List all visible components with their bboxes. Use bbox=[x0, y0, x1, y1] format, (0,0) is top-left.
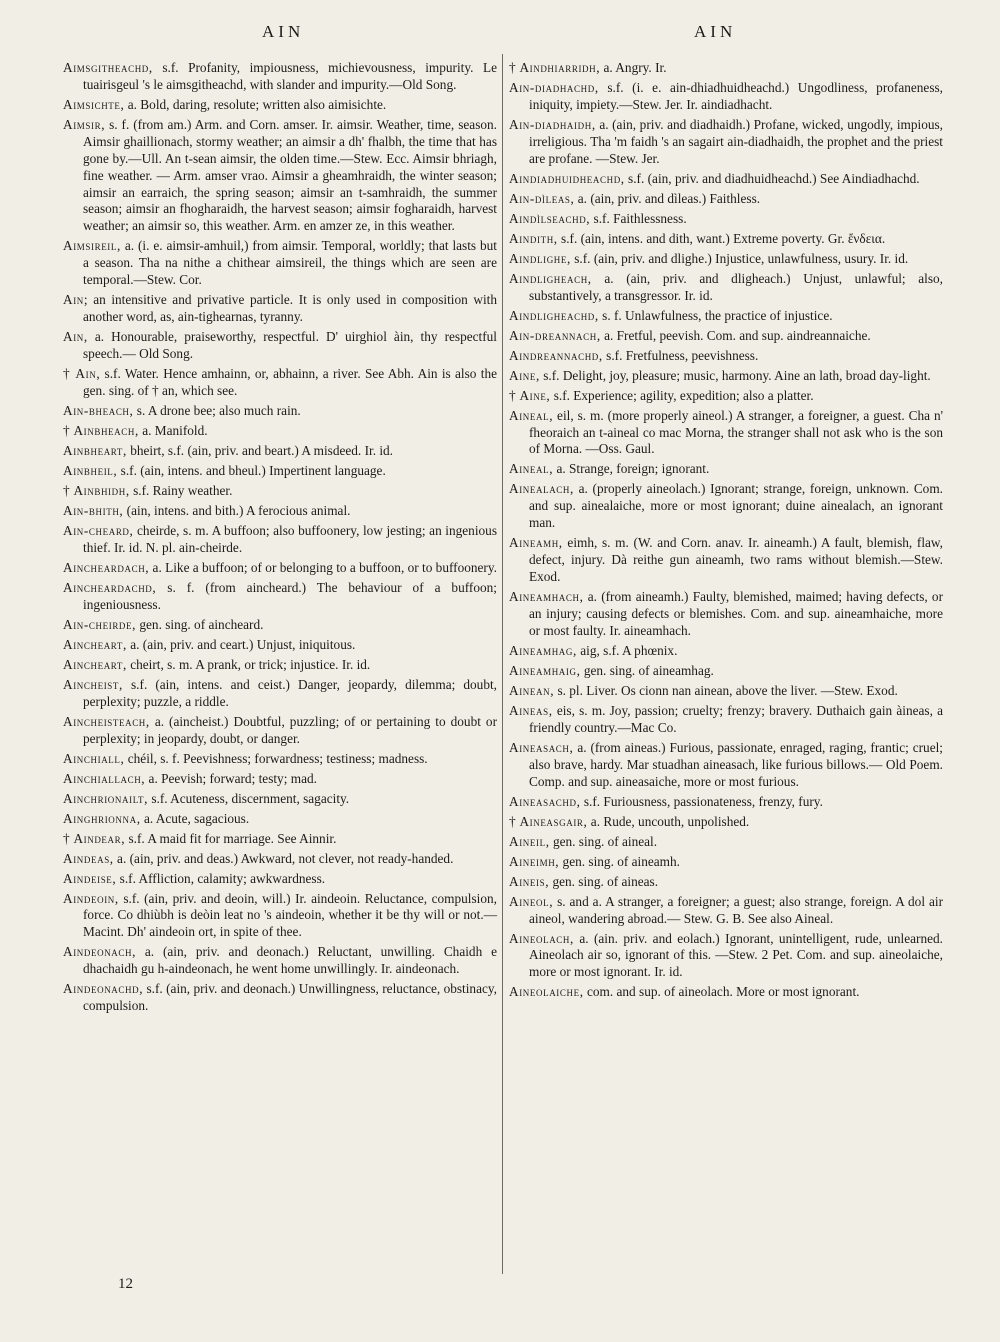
entry-definition: a. (ain, priv. and ceart.) Unjust, iniquitous. bbox=[126, 636, 356, 652]
dictionary-entry bbox=[509, 834, 943, 851]
entry-definition: chéil, s. f. Peevishness; forwardness; testiness; madness. bbox=[124, 750, 428, 766]
dictionary-entry bbox=[63, 483, 497, 500]
dictionary-entry bbox=[63, 771, 497, 788]
entry-headword: Ainealach, bbox=[509, 481, 574, 497]
running-head-right: AIN bbox=[694, 22, 737, 41]
entry-headword: Aindeas, bbox=[63, 850, 114, 866]
entry-headword: † Aine, bbox=[509, 387, 551, 403]
entry-headword: Aincheart, bbox=[63, 656, 127, 672]
entry-definition: gen. sing. of aincheard. bbox=[136, 616, 264, 632]
entry-headword: Aincheart, bbox=[63, 636, 127, 652]
entry-definition: bheirt, s.f. (ain, priv. and beart.) A misdeed. Ir. id. bbox=[126, 442, 394, 458]
entry-definition: s.f. A maid fit for marriage. See Ainnir. bbox=[125, 830, 337, 846]
entry-definition: s.f. Affliction, calamity; awkwardness. bbox=[116, 870, 326, 886]
entry-headword: Ainbheil, bbox=[63, 462, 118, 478]
entry-headword: Ainchiall, bbox=[63, 750, 125, 766]
entry-definition: a. (from aineamh.) Faulty, blemished, maimed; having defects, or an injury; causing defects or blemishes. Com. and sup. aineamhaiche, more or most faulty. Ir. aineamhach. bbox=[529, 589, 943, 638]
dictionary-entry bbox=[63, 677, 497, 711]
entry-headword: † Ain, bbox=[63, 365, 101, 381]
entry-definition: s.f. Fretfulness, peevishness. bbox=[602, 347, 759, 363]
entry-definition: a. Like a buffoon; of or belonging to a buffoon, or to buffoonery. bbox=[149, 559, 497, 575]
entry-headword: Aineal, bbox=[509, 407, 554, 423]
dictionary-entry bbox=[509, 60, 943, 77]
entry-headword: Aineil, bbox=[509, 833, 550, 849]
entry-headword: Ain-cheirde, bbox=[63, 616, 137, 632]
dictionary-entry bbox=[63, 791, 497, 808]
column-divider bbox=[502, 54, 503, 1274]
entry-headword: Aineolaiche, bbox=[509, 984, 584, 1000]
entry-headword: Aindreannachd, bbox=[509, 347, 603, 363]
entry-definition: com. and sup. of aineolach. More or most ignorant. bbox=[583, 984, 860, 1000]
entry-headword: Aindeonachd, bbox=[63, 981, 144, 997]
entry-headword: Aindeonach, bbox=[63, 944, 137, 960]
dictionary-entry bbox=[509, 854, 943, 871]
dictionary-entry bbox=[63, 60, 497, 94]
entry-headword: † Aineasgair, bbox=[509, 813, 588, 829]
dictionary-entry bbox=[509, 251, 943, 268]
entry-definition: s.f. Faithlessness. bbox=[590, 210, 687, 226]
dictionary-entry bbox=[63, 811, 497, 828]
entry-headword: Aineimh, bbox=[509, 853, 560, 869]
entry-headword: Aindligheachd, bbox=[509, 307, 599, 323]
dictionary-entry bbox=[63, 443, 497, 460]
entry-headword: Aincheisteach, bbox=[63, 713, 150, 729]
entry-definition: s.f. (ain, priv. and deoin, will.) Ir. aindeoin. Reluctance, compulsion, force. Co dhiùbh is deòin leat no 's aindeoin, whether it be thy will or not.—Macint. Dh' aindeoin ort, in spite of thee. bbox=[83, 890, 497, 940]
dictionary-entry bbox=[509, 461, 943, 478]
entry-headword: † Aindhiarridh, bbox=[509, 60, 601, 75]
dictionary-entry bbox=[509, 814, 943, 831]
entry-headword: Ain-dreannach, bbox=[509, 327, 601, 343]
dictionary-entry bbox=[509, 703, 943, 737]
entry-definition: s.f. (i. e. ain-dhiadhuidheachd.) Ungodliness, profaneness, iniquity, impiety.—Stew. Jer. Ir. aindiadhacht. bbox=[529, 80, 943, 112]
entry-headword: Ainchrionailt, bbox=[63, 790, 148, 806]
dictionary-entry bbox=[509, 328, 943, 345]
entry-headword: Aindith, bbox=[509, 230, 558, 246]
entry-definition: a. (properly aineolach.) Ignorant; strange, foreign, unknown. Com. and sup. ainealaiche, more or most ignorant; duine ainealach, an ignorant man. bbox=[529, 481, 943, 531]
dictionary-entry bbox=[63, 617, 497, 634]
dictionary-entry bbox=[509, 211, 943, 228]
entry-definition: s.f. (ain, intens. and ceist.) Danger, jeopardy, dilemma; doubt, perplexity; puzzle, a riddle. bbox=[83, 676, 497, 709]
dictionary-entry bbox=[63, 403, 497, 420]
entry-definition: a. (ain, priv. and diadhaidh.) Profane, wicked, ungodly, impious, irreligious. Tha 'm faidh 's an sagairt ain-diadhaidh, the prophet and the priest are profane. —Stew. Jer. bbox=[529, 116, 943, 166]
dictionary-entry bbox=[63, 637, 497, 654]
entry-headword: Aimsireil, bbox=[63, 238, 121, 254]
entry-definition: a. Rude, uncouth, unpolished. bbox=[587, 813, 750, 829]
dictionary-entry bbox=[509, 643, 943, 660]
entry-definition: a. Manifold. bbox=[138, 422, 208, 438]
entry-headword: Ain-dìleas, bbox=[509, 190, 575, 206]
dictionary-entry bbox=[63, 560, 497, 577]
entry-definition: a. (ain. priv. and eolach.) Ignorant, unintelligent, rude, unlearned. Aineolach air so, ignorant of this. —Stew. 2 Pet. Com. and sup. aineolaiche, more or most ignorant. Ir. id. bbox=[529, 930, 943, 980]
entry-headword: Aineamh, bbox=[509, 535, 563, 551]
entry-headword: Aineasach, bbox=[509, 739, 574, 755]
entry-headword: Aine, bbox=[509, 367, 540, 383]
entry-definition: cheirt, s. m. A prank, or trick; injustice. Ir. id. bbox=[126, 656, 371, 672]
dictionary-entry bbox=[509, 535, 943, 586]
dictionary-entry bbox=[509, 931, 943, 982]
entry-definition: s. f. (from am.) Arm. and Corn. amser. Ir. aimsir. Weather, time, season. Aimsir ghaillionach, stormy weather; an aimsir a dh' fhalbh, the time that has gone by.—Ull. An t-sean aimsir, the olden time.—Stew. Ecc. Aimsir bhriagh, fine weather. — Arm. amser vrao. Aimsir a gheamhraidh, the winter season; aimsir an earraich, the spring season; aimsir an t-samhraidh, the summer season; aimsir an fhogharaidh, the harvest season; aimsir fogharaidh, harvest weather; an aimsir so, this weather. Arm. en amzer ze, in this weather. bbox=[83, 116, 497, 234]
entry-definition: gen. sing. of aineas. bbox=[549, 873, 659, 889]
entry-definition: a. Strange, foreign; ignorant. bbox=[553, 461, 710, 477]
dictionary-entry bbox=[509, 481, 943, 532]
dictionary-entry bbox=[509, 368, 943, 385]
entry-definition: s.f. Profanity, impiousness, michievousness, impurity. Le tuairisgeul 's le aimsgitheachd, with slander and impurity.—Old Song. bbox=[83, 60, 497, 92]
entry-definition: s.f. (ain, priv. and diadhuidheachd.) See Aindiadhachd. bbox=[624, 170, 920, 186]
dictionary-entry bbox=[509, 663, 943, 680]
dictionary-entry bbox=[509, 874, 943, 891]
entry-definition: s. f. Unlawfulness, the practice of injustice. bbox=[598, 307, 833, 323]
entry-headword: Ain-bhith, bbox=[63, 502, 124, 518]
entry-definition: aig, s.f. A phœnix. bbox=[576, 642, 678, 658]
entry-headword: Aineis, bbox=[509, 873, 550, 889]
entry-definition: a. Fretful, peevish. Com. and sup. aindreannaiche. bbox=[600, 327, 871, 343]
entry-definition: s. and a. A stranger, a foreigner; a guest; also strange, foreign. A dol air aineol, wandering abroad.— Stew. G. B. See also Aineal. bbox=[529, 893, 943, 926]
dictionary-entry bbox=[509, 117, 943, 168]
entry-definition: a. (ain, priv. and deonach.) Reluctant, unwilling. Chaidh e dhachaidh gu h-aindeonach, he went home unwillingly. Ir. aindeonach. bbox=[83, 944, 497, 977]
dictionary-entry bbox=[63, 423, 497, 440]
entry-headword: Ain-diadhachd, bbox=[509, 80, 599, 95]
entry-definition: a. Honourable, praiseworthy, respectful. D' uirghiol àin, thy respectful speech.— Old Song. bbox=[83, 329, 497, 361]
dictionary-entry bbox=[509, 984, 943, 1001]
entry-headword: Ain, bbox=[63, 329, 88, 345]
dictionary-entry bbox=[509, 80, 943, 114]
dictionary-entry bbox=[63, 981, 497, 1015]
right-column bbox=[509, 60, 943, 1004]
dictionary-entry bbox=[509, 171, 943, 188]
entry-definition: gen. sing. of aineamh. bbox=[559, 853, 680, 869]
page-number: 12 bbox=[118, 1276, 133, 1292]
dictionary-entry bbox=[63, 503, 497, 520]
entry-definition: s.f. (ain, priv. and deonach.) Unwillingness, reluctance, obstinacy, compulsion. bbox=[83, 981, 497, 1014]
dictionary-entry bbox=[509, 683, 943, 700]
dictionary-entry bbox=[63, 751, 497, 768]
dictionary-entry bbox=[509, 191, 943, 208]
dictionary-entry bbox=[63, 891, 497, 942]
entry-headword: Aineal, bbox=[509, 461, 554, 477]
entry-definition: s. f. (from aincheard.) The behaviour of a buffoon; ingeniousness. bbox=[83, 579, 497, 612]
entry-definition: (ain, intens. and bith.) A ferocious animal. bbox=[123, 502, 351, 518]
entry-headword: † Ainbheach, bbox=[63, 422, 139, 438]
dictionary-entry bbox=[509, 231, 943, 248]
entry-definition: a. Angry. Ir. bbox=[600, 60, 667, 75]
dictionary-entry bbox=[63, 292, 497, 326]
entry-definition: a. Bold, daring, resolute; written also aimisichte. bbox=[124, 96, 387, 112]
dictionary-entry bbox=[509, 894, 943, 928]
entry-headword: Aineasachd, bbox=[509, 793, 581, 809]
entry-definition: s.f. (ain, priv. and dlighe.) Injustice, unlawfulness, usury. Ir. id. bbox=[570, 250, 909, 266]
entry-definition: eimh, s. m. (W. and Corn. anav. Ir. aineamh.) A fault, blemish, flaw, defect, injury. Dà reithe gun aineamh, two rams without blemish.—Stew. Exod. bbox=[529, 535, 943, 585]
entry-headword: Aineas, bbox=[509, 702, 553, 718]
dictionary-entry bbox=[63, 871, 497, 888]
dictionary-entry bbox=[509, 388, 943, 405]
dictionary-entry bbox=[63, 463, 497, 480]
entry-definition: a. Peevish; forward; testy; mad. bbox=[145, 770, 317, 786]
entry-definition: a. (i. e. aimsir-amhuil,) from aimsir. Temporal, worldly; that lasts but a season. Tha na nithe a chithear aimsireil, the things which are seen are temporal.—Stew. Cor. bbox=[83, 238, 497, 288]
entry-headword: Aindeoin, bbox=[63, 890, 119, 906]
entry-headword: Ainbheart, bbox=[63, 442, 127, 458]
entry-definition: s. pl. Liver. Os cionn nan ainean, above the liver. —Stew. Exod. bbox=[554, 682, 898, 698]
entry-definition: a. Acute, sagacious. bbox=[140, 810, 250, 826]
entry-headword: Ainchiallach, bbox=[63, 770, 146, 786]
entry-headword: Aineol, bbox=[509, 893, 554, 909]
entry-definition: cheirde, s. m. A buffoon; also buffoonery, low jesting; an ingenious thief. Ir. id. N. pl. ain-cheirde. bbox=[83, 522, 497, 555]
entry-headword: Aindlighe, bbox=[509, 250, 571, 266]
entry-definition: a. (ain, priv. and dìleas.) Faithless. bbox=[574, 190, 761, 206]
entry-definition: eil, s. m. (more properly aineol.) A stranger, a foreigner, a guest. Cha n' fheoraich an t-aineal co mac Morna, the stranger shall not ask who is the son of Morna. —Oss. Gaul. bbox=[529, 407, 943, 457]
entry-headword: Ain-diadhaidh, bbox=[509, 116, 596, 132]
dictionary-entry bbox=[63, 117, 497, 235]
entry-headword: Aineamhach, bbox=[509, 589, 584, 605]
dictionary-entry bbox=[509, 271, 943, 305]
entry-headword: Aimsir, bbox=[63, 116, 106, 132]
dictionary-entry bbox=[63, 97, 497, 114]
entry-definition: a. (ain, priv. and deas.) Awkward, not clever, not ready-handed. bbox=[113, 850, 454, 866]
entry-headword: Aindiadhuidheachd, bbox=[509, 170, 625, 186]
entry-definition: s.f. Water. Hence amhainn, or, abhainn, a river. See Abh. Ain is also the gen. sing. of † an, which see. bbox=[83, 365, 497, 398]
running-head-left: AIN bbox=[262, 22, 305, 41]
entry-definition: s.f. Rainy weather. bbox=[129, 482, 233, 498]
entry-headword: Aincheardachd, bbox=[63, 579, 157, 595]
dictionary-entry bbox=[63, 366, 497, 400]
entry-definition: s.f. (ain, intens. and bheul.) Impertinent language. bbox=[117, 462, 386, 478]
entry-headword: Ainghrionna, bbox=[63, 810, 141, 826]
entry-headword: Aimsgitheachd, bbox=[63, 60, 153, 75]
entry-headword: Aineolach, bbox=[509, 930, 574, 946]
entry-headword: Aindeise, bbox=[63, 870, 117, 886]
entry-headword: Aindligheach, bbox=[509, 270, 592, 286]
entry-definition: a. (aincheist.) Doubtful, puzzling; of or pertaining to doubt or perplexity; in jeopardy, doubt, or danger. bbox=[83, 713, 497, 746]
dictionary-entry bbox=[509, 740, 943, 791]
entry-headword: Aindìlseachd, bbox=[509, 210, 591, 226]
entry-definition: a. (from aineas.) Furious, passionate, enraged, raging, frantic; cruel; also brave, hardy. Mar stuadhan aineasach, like furious billows.— Old Poem. Comp. and sup. aineasaiche, more or most furious. bbox=[529, 739, 943, 789]
dictionary-entry bbox=[63, 657, 497, 674]
dictionary-entry bbox=[63, 714, 497, 748]
entry-definition: eis, s. m. Joy, passion; cruelty; frenzy; bravery. Duthaich gain àineas, a friendly country.—Mac Co. bbox=[529, 702, 943, 735]
entry-headword: Aincheardach, bbox=[63, 559, 150, 575]
entry-headword: Ain-bheach, bbox=[63, 402, 134, 418]
entry-headword: Ainean, bbox=[509, 682, 555, 698]
dictionary-entry bbox=[63, 580, 497, 614]
entry-definition: s.f. (ain, intens. and dith, want.) Extreme poverty. Gr. ἔνδεια. bbox=[557, 230, 886, 246]
dictionary-entry bbox=[509, 308, 943, 325]
dictionary-entry bbox=[509, 408, 943, 459]
entry-headword: Aineamhag, bbox=[509, 642, 577, 658]
entry-headword: Aincheist, bbox=[63, 676, 123, 692]
entry-definition: gen. sing. of aineal. bbox=[549, 833, 658, 849]
entry-headword: Ain bbox=[63, 292, 84, 308]
entry-definition: s.f. Experience; agility, expedition; also a platter. bbox=[550, 387, 814, 403]
dictionary-entry bbox=[509, 589, 943, 640]
entry-definition: s.f. Furiousness, passionateness, frenzy, fury. bbox=[580, 793, 823, 809]
dictionary-entry bbox=[63, 944, 497, 978]
entry-headword: † Aindear, bbox=[63, 830, 126, 846]
dictionary-entry bbox=[63, 851, 497, 868]
dictionary-entry bbox=[63, 831, 497, 848]
entry-definition: gen. sing. of aineamhag. bbox=[580, 662, 714, 678]
entry-headword: Aimsichte, bbox=[63, 96, 125, 112]
entry-definition: s.f. Delight, joy, pleasure; music, harmony. Aine an lath, broad day-light. bbox=[539, 367, 931, 383]
entry-definition: s. A drone bee; also much rain. bbox=[133, 402, 301, 418]
dictionary-entry bbox=[63, 523, 497, 557]
entry-headword: Aineamhaig, bbox=[509, 662, 581, 678]
left-column bbox=[63, 60, 497, 1018]
dictionary-entry bbox=[63, 329, 497, 363]
dictionary-entry bbox=[509, 348, 943, 365]
entry-headword: Ain-cheard, bbox=[63, 522, 134, 538]
entry-definition: a. (ain, priv. and dligheach.) Unjust, unlawful; also, substantively, a transgressor. Ir. id. bbox=[529, 270, 943, 303]
dictionary-entry bbox=[509, 794, 943, 811]
entry-definition: ; an intensitive and privative particle. It is only used in composition with another word, as, ain-tighearnas, tyranny. bbox=[83, 292, 497, 325]
entry-headword: † Ainbhidh, bbox=[63, 482, 130, 498]
entry-definition: s.f. Acuteness, discernment, sagacity. bbox=[148, 790, 350, 806]
dictionary-entry bbox=[63, 238, 497, 289]
